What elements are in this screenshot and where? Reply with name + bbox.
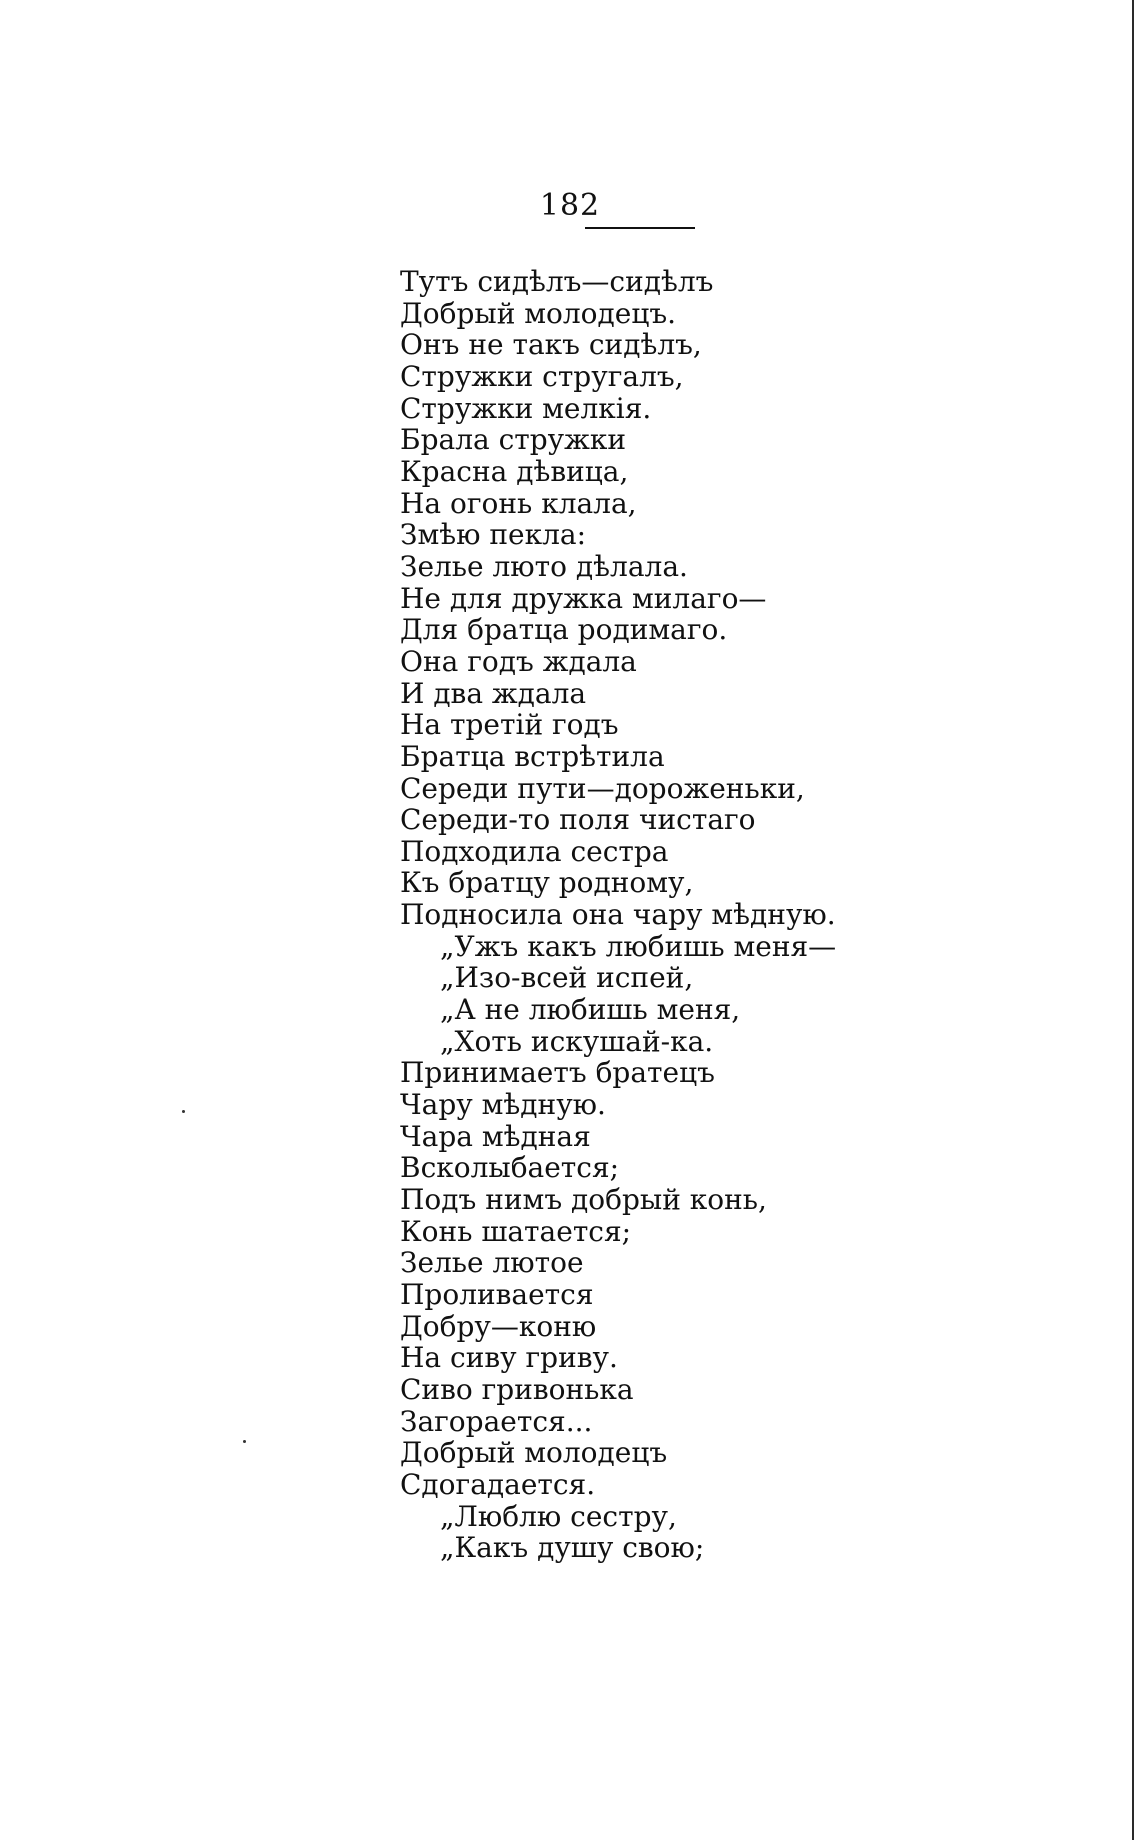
poem-line: Сдогадается.	[400, 1467, 596, 1501]
poem-line: На третій годъ	[400, 708, 619, 742]
poem-line: „А не любишь меня,	[440, 993, 741, 1027]
poem-line: Всколыбается;	[400, 1151, 620, 1185]
poem-line: Зелье лютое	[400, 1246, 584, 1280]
page-edge	[1132, 0, 1134, 1840]
poem-line: И два ждала	[400, 676, 587, 710]
poem-line: Подносила она чару мѣдную.	[400, 898, 836, 932]
poem-line: Сиво гривонька	[400, 1372, 634, 1406]
poem-line: „Ужъ какъ любишь меня—	[440, 929, 837, 963]
poem-line: Стружки мелкія.	[400, 391, 652, 425]
poem-line: Середи пути—дороженьки,	[400, 771, 805, 805]
poem-line: Принимаетъ братецъ	[400, 1056, 715, 1090]
poem-line: Тутъ сидѣлъ—сидѣлъ	[400, 265, 714, 298]
poem-line: Чару мѣдную.	[400, 1088, 606, 1122]
page-number-rule	[585, 227, 695, 229]
poem-line: Подходила сестра	[400, 834, 669, 868]
poem-line: „Люблю сестру,	[440, 1499, 677, 1533]
poem-line: Добрый молодецъ.	[400, 296, 677, 330]
poem-line: На огонь клала,	[400, 486, 637, 520]
poem-line: Чара мѣдная	[400, 1119, 591, 1153]
ink-speck	[243, 1440, 246, 1443]
poem-line: Середи-то поля чистаго	[400, 803, 756, 837]
poem-line: Проливается	[400, 1278, 594, 1311]
poem-line: Подъ нимъ добрый конь,	[400, 1183, 767, 1217]
poem-line: Братца встрѣтила	[400, 739, 665, 773]
poem-line: Добрый молодецъ	[400, 1436, 668, 1470]
poem-line: „Какъ душу свою;	[440, 1531, 705, 1565]
poem-body	[400, 266, 920, 1564]
poem-line: На сиву гриву.	[400, 1341, 618, 1375]
poem-line: Змѣю пекла:	[400, 518, 587, 552]
ink-speck	[182, 1110, 185, 1113]
poem-line: Брала стружки	[400, 423, 627, 457]
poem-line: „Хоть искушай-ка.	[440, 1024, 714, 1058]
poem-line: Она годъ ждала	[400, 644, 637, 678]
poem-line: Стружки стругалъ,	[400, 359, 684, 393]
poem-line: Красна дѣвица,	[400, 454, 629, 488]
poem-line: Для братца родимаго.	[400, 613, 728, 647]
page-number: 182	[539, 188, 601, 223]
poem-line: Онъ не такъ сидѣлъ,	[400, 328, 702, 362]
poem-line: Загорается...	[400, 1404, 593, 1438]
poem-line: Конь шатается;	[400, 1214, 632, 1248]
poem-line: Добру—коню	[400, 1309, 597, 1343]
poem-line: Зелье люто дѣлала.	[400, 549, 688, 583]
poem-line: Не для дружка милаго—	[400, 581, 767, 615]
poem-line: Къ братцу родному,	[400, 866, 694, 900]
poem-line: „Изо-всей испей,	[440, 961, 694, 995]
